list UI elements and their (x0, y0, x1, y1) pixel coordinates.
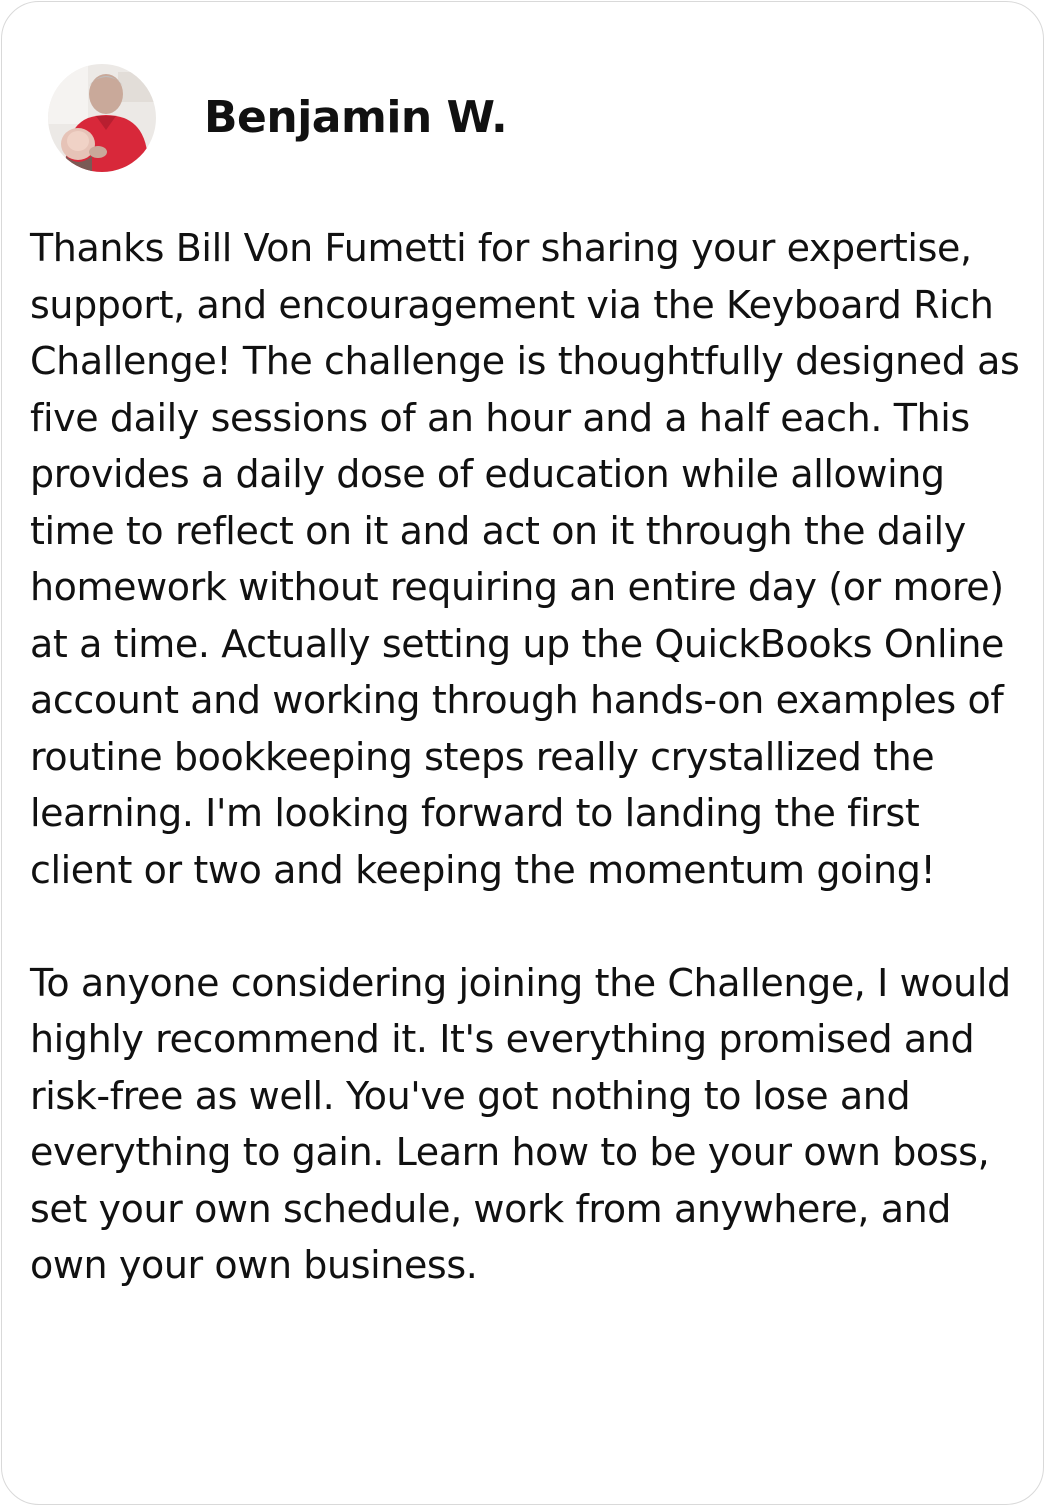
testimonial-card (1, 1, 1044, 1505)
testimonial-header (48, 64, 507, 172)
testimonial-paragraph: To anyone considering joining the Challenge, I would highly recommend it. It's everything promised and risk-free as well. You've got nothing to lose and everything to gain. Learn how to be your own boss, set your own schedule, work from anywhere, and own your own business. (30, 960, 1011, 1287)
testimonial-body (30, 220, 1030, 1294)
avatar (48, 64, 156, 172)
person-photo-icon (48, 64, 156, 172)
testimonial-paragraph: Thanks Bill Von Fumetti for sharing your expertise, support, and encouragement via the Keyboard Rich Challenge! The challenge is thoughtfully designed as five daily sessions of an hour and a half each. This provides a daily dose of education while allowing time to reflect on it and act on it through the daily homework without requiring an entire day (or more) at a time. Actually setting up the QuickBooks Online account and working through hands-on examples of routine bookkeeping steps really crystallized the learning. I'm looking forward to landing the first client or two and keeping the momentum going! (30, 226, 1020, 892)
author-name: Benjamin W. (204, 92, 508, 143)
